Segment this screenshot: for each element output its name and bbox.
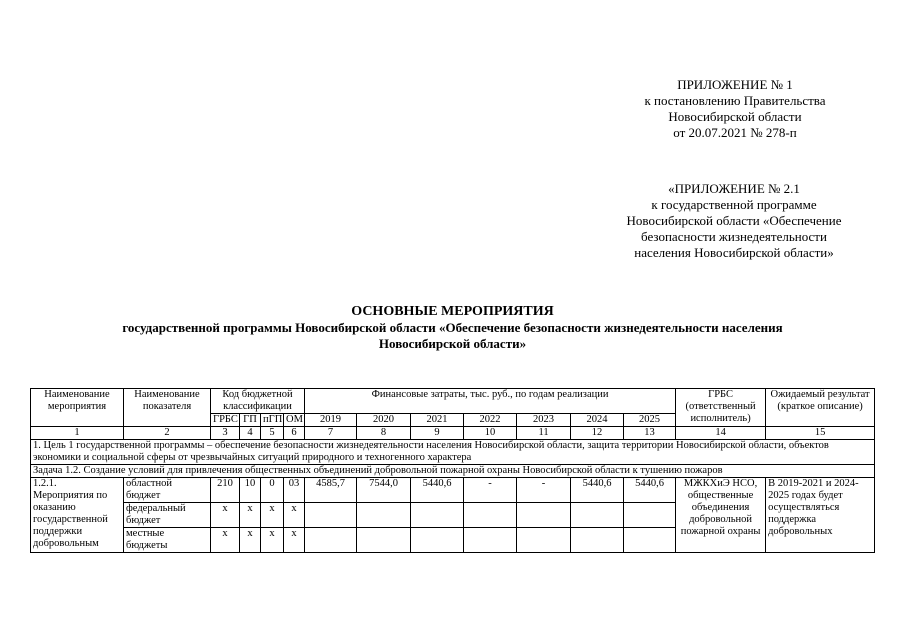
appendix-line: Новосибирской области xyxy=(668,109,802,124)
header-year: 2022 xyxy=(464,414,517,427)
goal-text: 1. Цель 1 государственной программы – обеспечение безопасности жизнедеятельности населения Новосибирской области, защита территории Новосибирской области, объектов экономики и социальной сферы от чрезвычайных ситуаций природного и техногенного характера xyxy=(31,440,875,465)
header-code-om: ОМ xyxy=(284,414,305,427)
grbs-cell: МЖКХиЭ НСО, общественные объединения добровольной пожарной охраны xyxy=(676,478,766,553)
header-code-pgp: пГП xyxy=(261,414,284,427)
column-number: 4 xyxy=(240,427,261,440)
measure-name: Мероприятия по оказанию государственной поддержки добровольным xyxy=(33,490,108,549)
header-year: 2019 xyxy=(305,414,357,427)
header-finance: Финансовые затраты, тыс. руб., по годам реализации xyxy=(305,389,676,414)
measure-name-cell xyxy=(31,478,124,553)
document-title xyxy=(20,303,885,352)
budget-code-cell: 0 xyxy=(261,478,284,503)
appendix-line: от 20.07.2021 № 278-п xyxy=(673,125,797,140)
finance-value-cell xyxy=(411,528,464,553)
finance-value-cell xyxy=(624,503,676,528)
budget-code-cell: 210 xyxy=(211,478,240,503)
finance-value-cell: 5440,6 xyxy=(571,478,624,503)
column-number: 10 xyxy=(464,427,517,440)
measure-number: 1.2.1. xyxy=(33,478,57,489)
header-indicator-name: Наименование показателя xyxy=(124,389,211,427)
budget-code-cell: х xyxy=(240,528,261,553)
finance-value-cell xyxy=(571,503,624,528)
budget-code-cell: х xyxy=(284,503,305,528)
column-number: 5 xyxy=(261,427,284,440)
finance-value-cell xyxy=(571,528,624,553)
budget-code-cell: 03 xyxy=(284,478,305,503)
budget-code-cell: х xyxy=(261,528,284,553)
appendix-line: к государственной программе xyxy=(651,197,817,212)
header-budget-code: Код бюджетной классификации xyxy=(211,389,305,414)
appendix-1-header xyxy=(600,77,870,141)
table-row xyxy=(31,478,875,503)
header-code-grbs: ГРБС xyxy=(211,414,240,427)
title-subtitle-line-2: Новосибирской области» xyxy=(378,336,527,351)
finance-value-cell xyxy=(411,503,464,528)
finance-value-cell: 5440,6 xyxy=(411,478,464,503)
finance-value-cell xyxy=(517,503,571,528)
finance-value-cell: 7544,0 xyxy=(357,478,411,503)
budget-code-cell: х xyxy=(261,503,284,528)
header-year: 2021 xyxy=(411,414,464,427)
budget-code-cell: х xyxy=(211,528,240,553)
header-year: 2023 xyxy=(517,414,571,427)
task-row xyxy=(31,465,875,478)
header-year: 2020 xyxy=(357,414,411,427)
indicator-name: областной бюджет xyxy=(124,478,211,503)
finance-value-cell xyxy=(464,528,517,553)
header-code-gp: ГП xyxy=(240,414,261,427)
title-main: ОСНОВНЫЕ МЕРОПРИЯТИЯ xyxy=(351,304,554,319)
title-subtitle-line-1: государственной программы Новосибирской области «Обеспечение безопасности жизнедеятельности населения xyxy=(122,320,783,335)
finance-value-cell xyxy=(517,528,571,553)
appendix-line: Новосибирской области «Обеспечение xyxy=(626,213,842,228)
header-year: 2024 xyxy=(571,414,624,427)
appendix-line: населения Новосибирской области» xyxy=(634,245,834,260)
column-number: 7 xyxy=(305,427,357,440)
column-number: 15 xyxy=(766,427,875,440)
header-measure-name: Наименование мероприятия xyxy=(31,389,124,427)
column-number: 3 xyxy=(211,427,240,440)
header-grbs: ГРБС (ответственный исполнитель) xyxy=(676,389,766,427)
budget-code-cell: х xyxy=(284,528,305,553)
table-header-row xyxy=(31,389,875,414)
header-year: 2025 xyxy=(624,414,676,427)
column-number: 1 xyxy=(31,427,124,440)
finance-value-cell: - xyxy=(517,478,571,503)
finance-value-cell xyxy=(357,503,411,528)
finance-value-cell xyxy=(624,528,676,553)
appendix-line: к постановлению Правительства xyxy=(644,93,826,108)
appendix-line: безопасности жизнедеятельности xyxy=(641,229,827,244)
budget-code-cell: х xyxy=(240,503,261,528)
column-number: 9 xyxy=(411,427,464,440)
column-number: 12 xyxy=(571,427,624,440)
finance-value-cell xyxy=(305,503,357,528)
finance-value-cell: 4585,7 xyxy=(305,478,357,503)
budget-code-cell: х xyxy=(211,503,240,528)
finance-value-cell xyxy=(464,503,517,528)
indicator-name: местные бюджеты xyxy=(124,528,211,553)
finance-value-cell xyxy=(305,528,357,553)
appendix-line: ПРИЛОЖЕНИЕ № 1 xyxy=(677,77,793,92)
column-number: 11 xyxy=(517,427,571,440)
goal-row xyxy=(31,440,875,465)
column-number: 14 xyxy=(676,427,766,440)
finance-value-cell: 5440,6 xyxy=(624,478,676,503)
finance-value-cell xyxy=(357,528,411,553)
finance-value-cell: - xyxy=(464,478,517,503)
budget-code-cell: 10 xyxy=(240,478,261,503)
appendix-line: «ПРИЛОЖЕНИЕ № 2.1 xyxy=(668,181,800,196)
column-number: 13 xyxy=(624,427,676,440)
column-number: 6 xyxy=(284,427,305,440)
column-number-row xyxy=(31,427,875,440)
column-number: 8 xyxy=(357,427,411,440)
measures-table xyxy=(30,388,875,553)
header-expected-result: Ожидаемый результат (краткое описание) xyxy=(766,389,875,427)
appendix-2-1-header xyxy=(586,181,882,261)
column-number: 2 xyxy=(124,427,211,440)
expected-result-cell: В 2019-2021 и 2024-2025 годах будет осуществляться поддержка добровольных xyxy=(766,478,875,553)
indicator-name: федеральный бюджет xyxy=(124,503,211,528)
task-text: Задача 1.2. Создание условий для привлечения общественных объединений добровольной пожарной охраны Новосибирской области к тушению пожаров xyxy=(31,465,875,478)
